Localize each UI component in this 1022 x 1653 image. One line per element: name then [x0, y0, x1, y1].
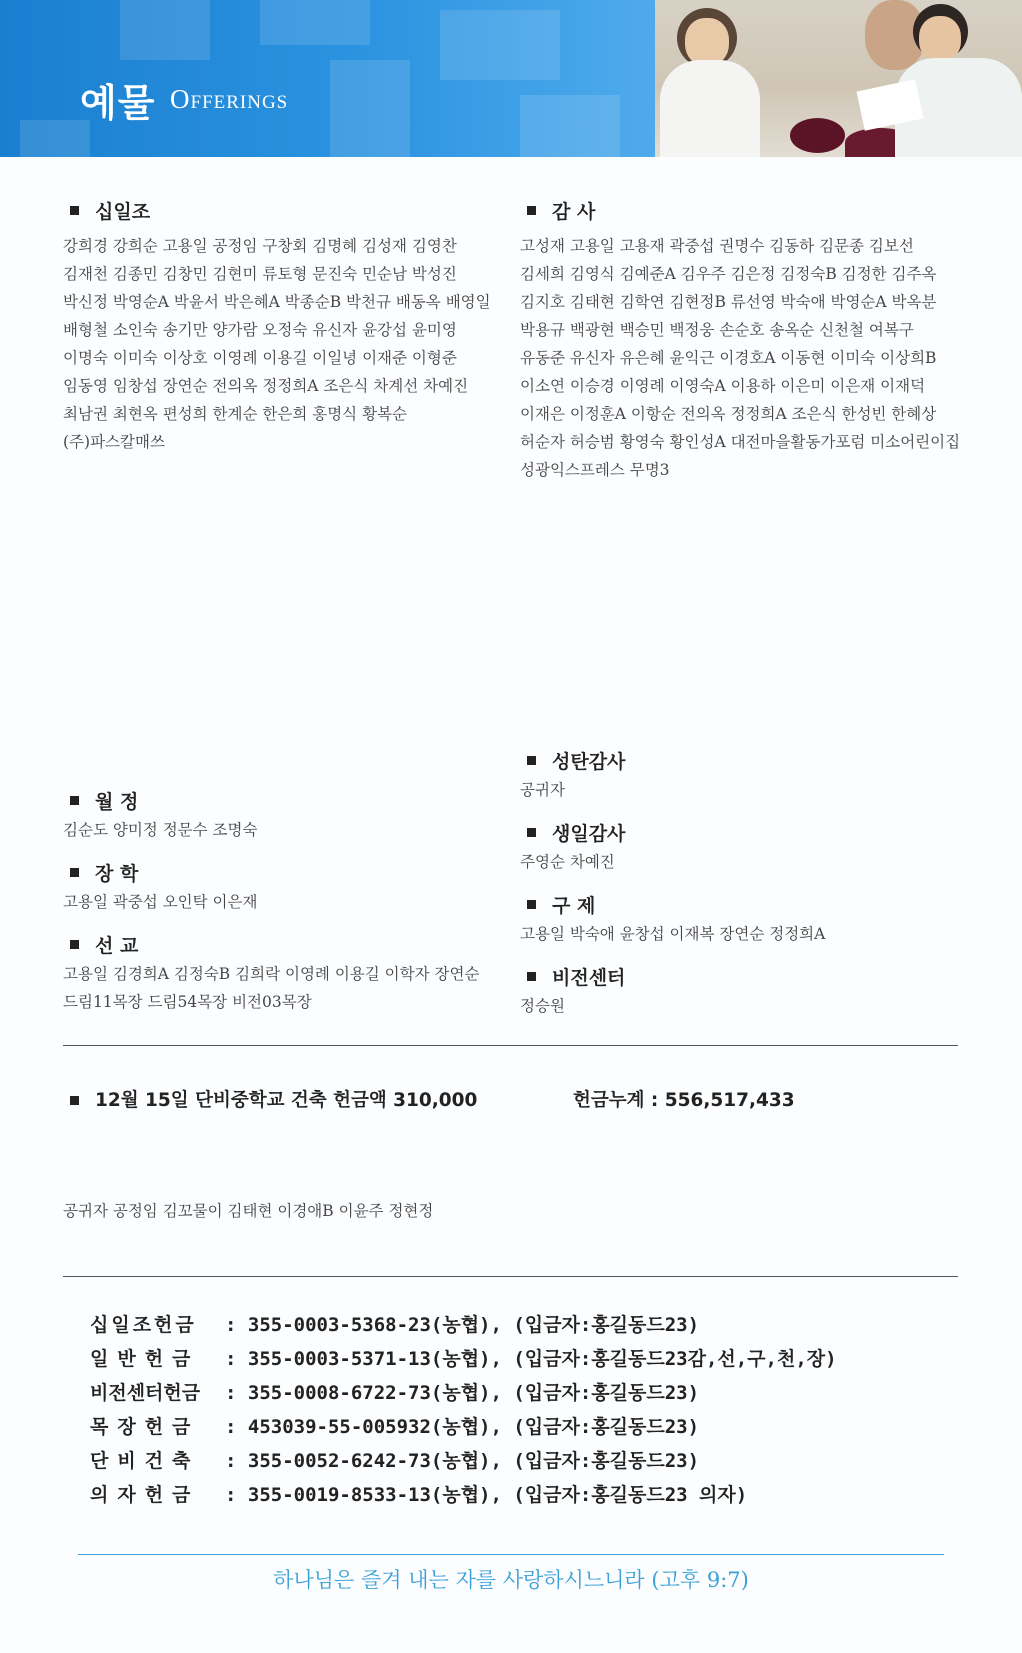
- monthly-title: 월 정: [95, 790, 139, 813]
- name-line: (주)파스칼매쓰: [63, 433, 165, 451]
- relief-section: [520, 890, 960, 948]
- name-line: 김재천 김종민 김창민 김현미 류토형 문진숙 민순남 박성진: [63, 265, 457, 283]
- name-line: 김순도 양미정 정문수 조명숙: [63, 821, 258, 839]
- thanks-section: [520, 196, 960, 484]
- name-line: 김지호 김태현 김학연 김현정B 류선영 박숙애 박영순A 박옥분: [520, 293, 937, 311]
- birthday-section: [520, 818, 960, 876]
- building-names: 공귀자 공정임 김꼬물이 김태현 이경애B 이윤주 정현정: [63, 1202, 434, 1220]
- bible-verse: 하나님은 즐겨 내는 자를 사랑하시느니라 (고후 9:7): [273, 1568, 749, 1592]
- name-line: 김세희 김영식 김예준A 김우주 김은정 김정숙B 김정한 김주옥: [520, 265, 937, 283]
- name-line: 고성재 고용일 고용재 곽중섭 권명수 김동하 김문종 김보선: [520, 237, 914, 255]
- divider: [63, 1276, 958, 1277]
- account-list: [90, 1308, 837, 1512]
- birthday-title: 생일감사: [552, 822, 626, 845]
- tithe-section: [63, 196, 503, 456]
- tithe-title: 십일조: [95, 200, 151, 223]
- verse-divider: [78, 1554, 944, 1555]
- mission-section: [63, 930, 503, 1016]
- name-line: 강희경 강희순 고용일 공정임 구창회 김명혜 김성재 김영찬: [63, 237, 457, 255]
- account-row: 일반헌금 : 355-0003-5371-13(농협), (입금자:홍길동드23감,선,구,천,장): [90, 1348, 837, 1370]
- relief-title: 구 제: [552, 894, 596, 917]
- name-line: 이소연 이승경 이영례 이영숙A 이용하 이은미 이은재 이재덕: [520, 377, 926, 395]
- page-title: 예물: [80, 81, 156, 125]
- account-row: 십일조헌금 : 355-0003-5368-23(농협), (입금자:홍길동드23): [90, 1314, 700, 1336]
- name-line: 유동준 유신자 유은혜 윤익근 이경호A 이동현 이미숙 이상희B: [520, 349, 937, 367]
- bullet-icon: [70, 868, 79, 877]
- christmas-section: [520, 746, 960, 804]
- mission-title: 선 교: [95, 934, 139, 957]
- account-row: 비전센터헌금 : 355-0008-6722-73(농협), (입금자:홍길동드23): [90, 1382, 700, 1404]
- building-total: 헌금누계 : 556,517,433: [573, 1090, 795, 1111]
- name-line: 고용일 김경희A 김정숙B 김희락 이영례 이용길 이학자 장연순: [63, 965, 480, 983]
- name-line: 박용규 백광현 백승민 백정웅 손순호 송옥순 신천철 여복구: [520, 321, 914, 339]
- bullet-icon: [70, 1096, 79, 1105]
- bullet-icon: [527, 206, 536, 215]
- name-line: 고용일 박숙애 윤창섭 이재복 장연순 정정희A: [520, 925, 826, 943]
- page-subtitle: Offerings: [170, 84, 289, 114]
- account-row: 의자헌금 : 355-0019-8533-13(농협), (입금자:홍길동드23 의자): [90, 1484, 748, 1506]
- bullet-icon: [527, 756, 536, 765]
- bullet-icon: [70, 796, 79, 805]
- divider: [63, 1045, 958, 1046]
- account-row: 단비건축 : 355-0052-6242-73(농협), (입금자:홍길동드23): [90, 1450, 700, 1472]
- name-line: 성광익스프레스 무명3: [520, 461, 670, 479]
- header-photo: [655, 0, 1022, 157]
- vision-center-title: 비전센터: [552, 966, 626, 989]
- tithe-names: [63, 232, 503, 456]
- bullet-icon: [527, 900, 536, 909]
- name-line: 드림11목장 드림54목장 비전03목장: [63, 993, 312, 1011]
- name-line: 주영순 차예진: [520, 853, 615, 871]
- name-line: 박신정 박영순A 박윤서 박은혜A 박종순B 박천규 배동옥 배영일: [63, 293, 491, 311]
- bullet-icon: [527, 972, 536, 981]
- bullet-icon: [70, 940, 79, 949]
- name-line: 정승원: [520, 997, 565, 1015]
- bullet-icon: [527, 828, 536, 837]
- name-line: 이명숙 이미숙 이상호 이영례 이용길 이일녕 이재준 이형준: [63, 349, 457, 367]
- name-line: 허순자 허승범 황영숙 황인성A 대전마을활동가포럼 미소어린이집: [520, 433, 960, 451]
- name-line: 임동영 임창섭 장연순 전의옥 정정희A 조은식 차계선 차예진: [63, 377, 469, 395]
- name-line: 고용일 곽중섭 오인탁 이은재: [63, 893, 258, 911]
- name-line: 배형철 소인숙 송기만 양가람 오정숙 유신자 윤강섭 윤미영: [63, 321, 457, 339]
- bullet-icon: [70, 206, 79, 215]
- header-banner: [0, 0, 1022, 157]
- name-line: 공귀자: [520, 781, 565, 799]
- scholarship-title: 장 학: [95, 862, 139, 885]
- thanks-title: 감 사: [552, 200, 596, 223]
- christmas-title: 성탄감사: [552, 750, 626, 773]
- name-line: 최남권 최현옥 편성희 한계순 한은희 홍명식 황복순: [63, 405, 407, 423]
- scholarship-section: [63, 858, 503, 916]
- monthly-section: [63, 786, 503, 844]
- building-headline: 12월 15일 단비중학교 건축 헌금액 310,000: [70, 1086, 477, 1112]
- name-line: 이재은 이정훈A 이항순 전의옥 정정희A 조은식 한성빈 한혜상: [520, 405, 937, 423]
- account-row: 목장헌금 : 453039-55-005932(농협), (입금자:홍길동드23): [90, 1416, 700, 1438]
- vision-center-section: [520, 962, 960, 1020]
- thanks-names: [520, 232, 960, 484]
